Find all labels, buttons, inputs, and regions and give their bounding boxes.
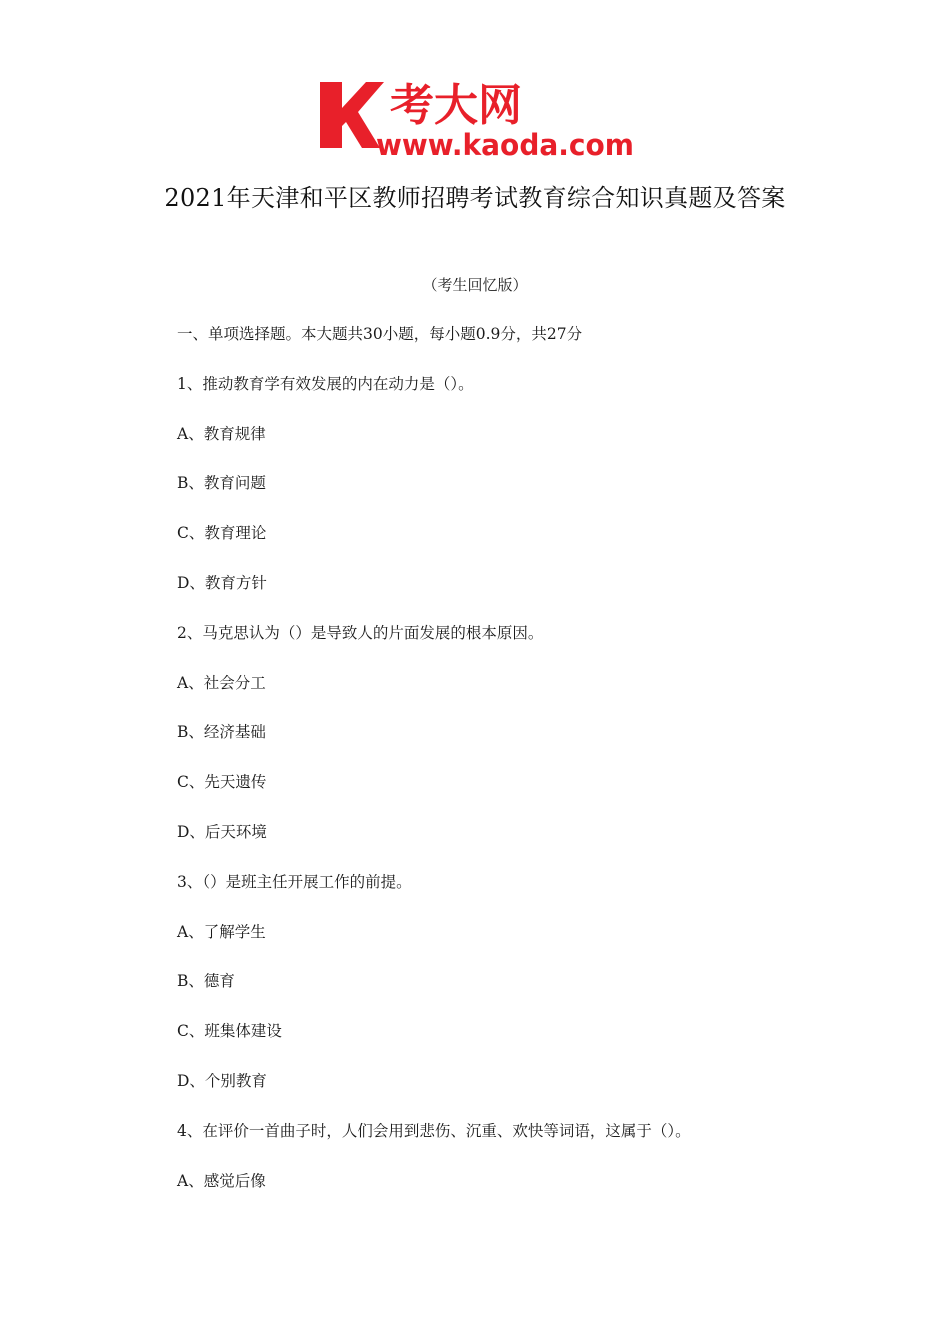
answer-option: B、经济基础 [177, 723, 266, 742]
logo-brand-text: 考大网 [390, 80, 522, 131]
question-stem: 2、马克思认为（）是导致人的片面发展的根本原因。 [177, 623, 544, 642]
answer-option: A、了解学生 [177, 922, 266, 941]
answer-option: D、后天环境 [177, 822, 267, 841]
kaoda-logo [318, 72, 640, 162]
k-mark-icon [320, 82, 384, 148]
answer-option: A、教育规律 [177, 424, 266, 443]
document-title: 2021年天津和平区教师招聘考试教育综合知识真题及答案 [164, 184, 786, 212]
answer-option: B、德育 [177, 972, 235, 991]
logo-url-text: www.kaoda.com [376, 128, 634, 162]
answer-option: C、先天遗传 [177, 773, 267, 792]
section-heading: 一、单项选择题。本大题共30小题，每小题0.9分，共27分 [177, 325, 583, 343]
question-stem: 1、推动教育学有效发展的内在动力是（）。 [177, 374, 474, 393]
question-stem: 3、（）是班主任开展工作的前提。 [177, 872, 412, 891]
answer-option: C、班集体建设 [177, 1022, 282, 1041]
answer-option: A、社会分工 [177, 673, 266, 692]
document-body [177, 321, 857, 1217]
answer-option: D、个别教育 [177, 1071, 267, 1090]
question-stem: 4、在评价一首曲子时，人们会用到悲伤、沉重、欢快等词语，这属于（）。 [177, 1121, 691, 1140]
answer-option: D、教育方针 [177, 573, 267, 592]
answer-option: A、感觉后像 [177, 1171, 266, 1190]
kaoda-logo-graphic [318, 72, 640, 162]
document-subtitle: （考生回忆版） [422, 276, 528, 294]
answer-option: C、教育理论 [177, 524, 267, 543]
answer-option: B、教育问题 [177, 474, 266, 493]
